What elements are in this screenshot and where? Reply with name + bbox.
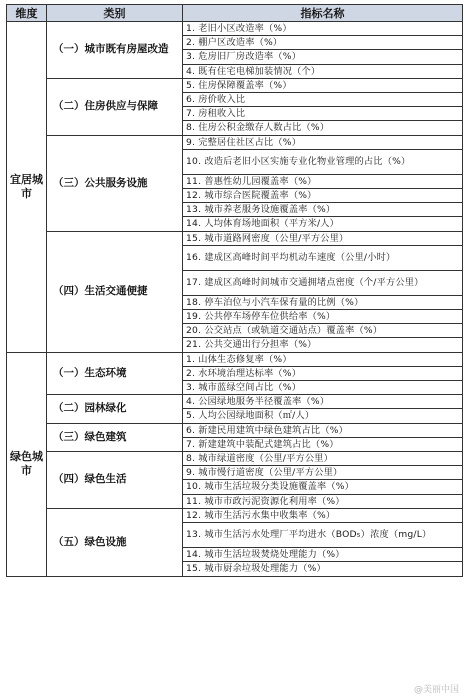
- dimension-cell: 绿色城市: [7, 352, 47, 576]
- table-row: [7, 352, 463, 366]
- indicator-cell: 12. 城市生活污水集中收集率（%）: [183, 508, 463, 522]
- indicator-cell: 17. 建成区高峰时间城市交通拥堵点密度（个/平方公里）: [183, 270, 463, 295]
- indicator-cell: 8. 住房公积金缴存人数占比（%）: [183, 121, 463, 135]
- indicator-cell: 14. 城市生活垃圾焚烧处理能力（%）: [183, 548, 463, 562]
- table-row: [7, 78, 463, 92]
- indicator-document: [6, 4, 462, 577]
- dimension-cell: 宜居城市: [7, 22, 47, 353]
- indicator-table: [6, 4, 463, 577]
- indicator-cell: 1. 山体生态修复率（%）: [183, 352, 463, 366]
- indicator-cell: 13. 城市养老服务设施覆盖率（%）: [183, 203, 463, 217]
- indicator-cell: 19. 公共停车场停车位供给率（%）: [183, 310, 463, 324]
- indicator-cell: 5. 人均公园绿地面积（㎡/人）: [183, 409, 463, 423]
- category-cell: （三）公共服务设施: [47, 135, 183, 231]
- table-row: [7, 22, 463, 36]
- indicator-cell: 9. 完整居住社区占比（%）: [183, 135, 463, 149]
- header-indicator: 指标名称: [183, 5, 463, 22]
- table-row: [7, 135, 463, 149]
- category-cell: （三）绿色建筑: [47, 423, 183, 451]
- table-body: [7, 22, 463, 577]
- category-cell: （二）住房供应与保障: [47, 78, 183, 135]
- indicator-cell: 3. 危房旧厂房改造率（%）: [183, 50, 463, 64]
- table-row: [7, 452, 463, 466]
- indicator-cell: 6. 新建民用建筑中绿色建筑占比（%）: [183, 423, 463, 437]
- indicator-cell: 11. 城市市政污泥资源化利用率（%）: [183, 494, 463, 508]
- category-cell: （四）绿色生活: [47, 452, 183, 509]
- indicator-cell: 6. 房价收入比: [183, 93, 463, 107]
- indicator-cell: 7. 新建建筑中装配式建筑占比（%）: [183, 437, 463, 451]
- indicator-cell: 3. 城市蓝绿空间占比（%）: [183, 381, 463, 395]
- indicator-cell: 13. 城市生活污水处理厂平均进水（BOD₅）浓度（mg/L）: [183, 523, 463, 548]
- indicator-cell: 5. 住房保障覆盖率（%）: [183, 78, 463, 92]
- category-cell: （五）绿色设施: [47, 508, 183, 576]
- indicator-cell: 4. 既有住宅电梯加装情况（个）: [183, 64, 463, 78]
- indicator-cell: 12. 城市综合医院覆盖率（%）: [183, 189, 463, 203]
- indicator-cell: 10. 改造后老旧小区实施专业化物业管理的占比（%）: [183, 149, 463, 174]
- indicator-cell: 15. 城市厨余垃圾处理能力（%）: [183, 562, 463, 576]
- table-row: [7, 508, 463, 522]
- indicator-cell: 2. 水环境治理达标率（%）: [183, 366, 463, 380]
- indicator-cell: 20. 公交站点（或轨道交通站点）覆盖率（%）: [183, 324, 463, 338]
- indicator-cell: 21. 公共交通出行分担率（%）: [183, 338, 463, 352]
- header-dimension: 维度: [7, 5, 47, 22]
- table-row: [7, 423, 463, 437]
- indicator-cell: 2. 棚户区改造率（%）: [183, 36, 463, 50]
- category-cell: （四）生活交通便捷: [47, 231, 183, 352]
- category-cell: （一）城市既有房屋改造: [47, 22, 183, 79]
- header-row: [7, 5, 463, 22]
- table-row: [7, 395, 463, 409]
- watermark: @美丽中国: [413, 685, 459, 695]
- indicator-cell: 4. 公园绿地服务半径覆盖率（%）: [183, 395, 463, 409]
- indicator-cell: 10. 城市生活垃圾分类设施覆盖率（%）: [183, 480, 463, 494]
- indicator-cell: 1. 老旧小区改造率（%）: [183, 22, 463, 36]
- indicator-cell: 8. 城市绿道密度（公里/平方公里）: [183, 452, 463, 466]
- category-cell: （二）园林绿化: [47, 395, 183, 423]
- indicator-cell: 11. 普惠性幼儿园覆盖率（%）: [183, 174, 463, 188]
- indicator-cell: 7. 房租收入比: [183, 107, 463, 121]
- indicator-cell: 9. 城市慢行道密度（公里/平方公里）: [183, 466, 463, 480]
- category-cell: （一）生态环境: [47, 352, 183, 395]
- table-row: [7, 231, 463, 245]
- indicator-cell: 15. 城市道路网密度（公里/平方公里）: [183, 231, 463, 245]
- indicator-cell: 18. 停车泊位与小汽车保有量的比例（%）: [183, 295, 463, 309]
- header-category: 类别: [47, 5, 183, 22]
- indicator-cell: 14. 人均体育场地面积（平方米/人）: [183, 217, 463, 231]
- indicator-cell: 16. 建成区高峰时间平均机动车速度（公里/小时）: [183, 245, 463, 270]
